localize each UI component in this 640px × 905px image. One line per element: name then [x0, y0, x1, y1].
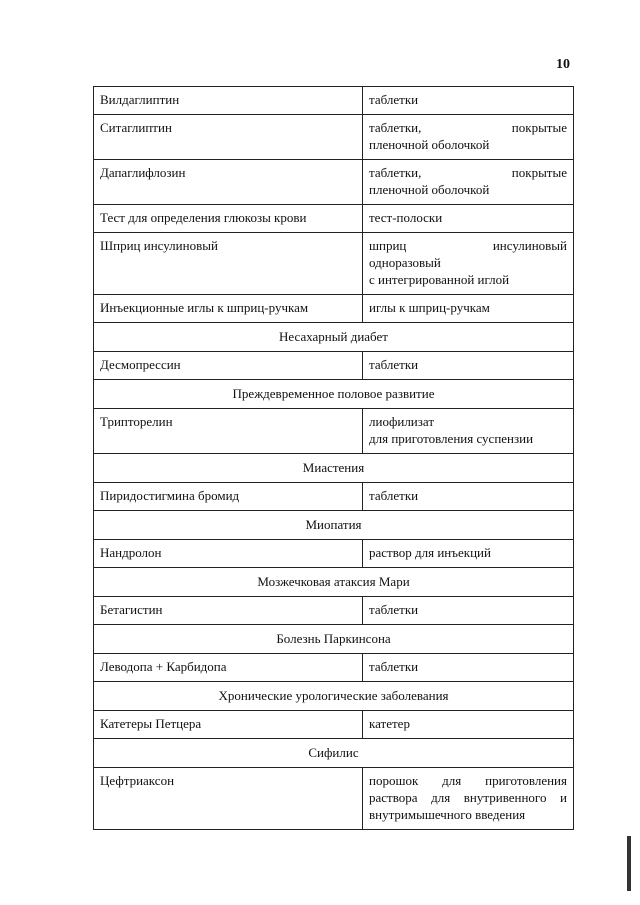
table-row [94, 597, 574, 625]
drug-form-line: таблетки [369, 92, 419, 107]
drug-name: Вилдаглиптин [94, 87, 363, 115]
section-row [94, 323, 574, 352]
drug-form [363, 160, 574, 205]
drug-form-line: иглы к шприц-ручкам [369, 300, 490, 315]
section-row [94, 454, 574, 483]
drug-name: Десмопрессин [94, 352, 363, 380]
section-header: Сифилис [94, 739, 574, 768]
drug-form [363, 483, 574, 511]
drug-form-line: внутримышечного введения [369, 807, 526, 822]
drug-name: Ситаглиптин [94, 115, 363, 160]
table-row [94, 160, 574, 205]
section-header: Несахарный диабет [94, 323, 574, 352]
drug-form-line: таблетки [369, 357, 419, 372]
table-row [94, 295, 574, 323]
drug-form-line: таблетки, покрытые [369, 165, 567, 180]
section-header: Миопатия [94, 511, 574, 540]
table-row [94, 768, 574, 830]
drug-name: Трипторелин [94, 409, 363, 454]
drug-form [363, 115, 574, 160]
drug-name: Пиридостигмина бромид [94, 483, 363, 511]
table-row [94, 540, 574, 568]
drug-form [363, 597, 574, 625]
table-row [94, 115, 574, 160]
table-row [94, 483, 574, 511]
section-row [94, 625, 574, 654]
section-row [94, 682, 574, 711]
drug-form-line: одноразовый [369, 255, 441, 270]
drug-form [363, 233, 574, 295]
drug-name: Леводопа + Карбидопа [94, 654, 363, 682]
drug-form [363, 409, 574, 454]
drug-name: Инъекционные иглы к шприц-ручкам [94, 295, 363, 323]
drug-name: Дапаглифлозин [94, 160, 363, 205]
scan-edge-mark [627, 836, 631, 891]
section-header: Миастения [94, 454, 574, 483]
drug-table [93, 86, 574, 830]
drug-form [363, 768, 574, 830]
drug-form-line: с интегрированной иглой [369, 272, 510, 287]
drug-name: Тест для определения глюкозы крови [94, 205, 363, 233]
drug-form [363, 87, 574, 115]
table-row [94, 205, 574, 233]
drug-form-line: таблетки, покрытые [369, 120, 567, 135]
table-row [94, 233, 574, 295]
drug-form-line: таблетки [369, 602, 419, 617]
page-number: 10 [556, 57, 570, 72]
section-row [94, 568, 574, 597]
drug-form-line: раствор для инъекций [369, 545, 491, 560]
drug-form [363, 711, 574, 739]
drug-name: Шприц инсулиновый [94, 233, 363, 295]
drug-form [363, 540, 574, 568]
section-header: Хронические урологические заболевания [94, 682, 574, 711]
drug-name: Катетеры Петцера [94, 711, 363, 739]
drug-name: Бетагистин [94, 597, 363, 625]
section-row [94, 739, 574, 768]
drug-form-line: таблетки [369, 488, 419, 503]
table-row [94, 654, 574, 682]
drug-form-line: шприц инсулиновый [369, 238, 567, 253]
drug-name: Цефтриаксон [94, 768, 363, 830]
table-row [94, 352, 574, 380]
section-header: Мозжечковая атаксия Мари [94, 568, 574, 597]
drug-form-line: тест-полоски [369, 210, 443, 225]
drug-form-line: пленочной оболочкой [369, 182, 490, 197]
drug-form-line: таблетки [369, 659, 419, 674]
drug-form-line: для приготовления суспензии [369, 431, 534, 446]
table-row [94, 409, 574, 454]
drug-name: Нандролон [94, 540, 363, 568]
table-row [94, 711, 574, 739]
drug-form-line: раствора для внутривенного и [369, 790, 567, 805]
section-header: Болезнь Паркинсона [94, 625, 574, 654]
drug-form [363, 205, 574, 233]
section-row [94, 380, 574, 409]
section-header: Преждевременное половое развитие [94, 380, 574, 409]
drug-form-line: пленочной оболочкой [369, 137, 490, 152]
section-row [94, 511, 574, 540]
drug-form [363, 352, 574, 380]
drug-form [363, 654, 574, 682]
drug-form-line: порошок для приготовления [369, 773, 567, 788]
drug-form-line: лиофилизат [369, 414, 435, 429]
table-row [94, 87, 574, 115]
drug-form-line: катетер [369, 716, 410, 731]
drug-form [363, 295, 574, 323]
